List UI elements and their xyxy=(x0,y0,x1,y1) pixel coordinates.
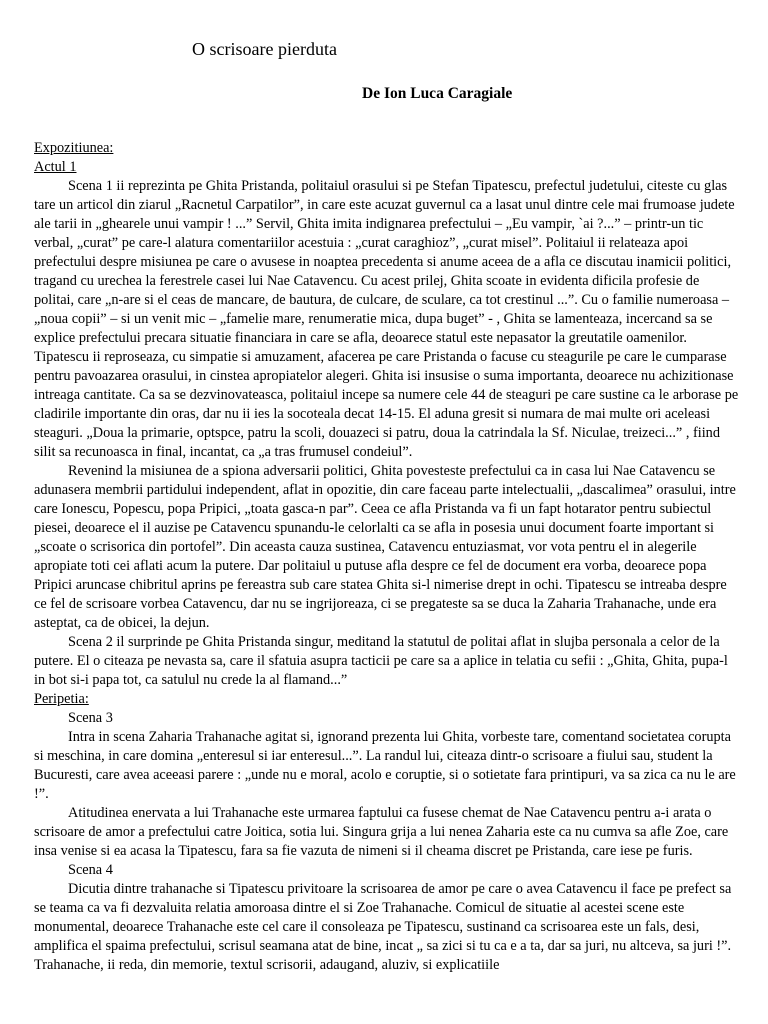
scene-label: Scena 4 xyxy=(68,862,113,878)
document-title: O scrisoare pierduta xyxy=(192,39,337,59)
document-author: De Ion Luca Caragiale xyxy=(362,85,513,102)
paragraph: Revenind la misiunea de a spiona adversarii politici, Ghita povesteste prefectului ca in casa lui Nae Catavencu se adunasera membrii partidului independent, aflat in opozitie, din care faceau parte intelectualii, „dascalimea” orasului, intre care Ionescu, Popescu, popa Pripici, „toata gasca-n par”. Ceea ce afla Pristanda va fi un fapt hotarator pentru subiectul piesei, deoarece el il auzise pe Catavencu spunandu-le celorlalti ca se afla in posesia unui document foarte important si „scoate o scrisorica din portofel”. Din aceasta cauza sustinea, Catavencu entuziasmat, vor vota pentru el in alegerile apropiate toti cei aflati acum la putere. Dar politaiul u putuse afla despre ce fel de document era vorba, deoarece popa Pripici aruncase chibritul aprins pe fereastra sub care statea Ghita si-l nimerise drept in ochi. Tipatescu se intreaba despre ce fel de scrisoare vorbea Catavencu, dar nu se ingrijoreaza, ci se pregateste sa se duca la Zaharia Trahanache, unde era asteptat, ca de obicei, la dejun. xyxy=(34,463,736,631)
paragraph: Scena 1 ii reprezinta pe Ghita Pristanda, politaiul orasului si pe Stefan Tipatescu, prefectul judetului, citeste cu glas tare un articol din ziarul „Racnetul Carpatilor”, in care este acuzat guvernul ca a lasat unul dintre cele mai frumoase judete ale tarii in „ghearele unui vampir ! ...” Servil, Ghita imita indignarea prefectului – „Eu vampir, `ai ?...” – printr-un tic verbal, „curat” pe care-l alatura comentariilor acestuia : „curat caraghioz”, „curat misel”. Politaiul ii relateaza apoi prefectului despre misiunea pe care o avusese in noaptea precedenta si anume aceea de a afla ce discutau inamicii politici, tragand cu urechea la ferestrele casei lui Nae Catavencu. Cu acest prilej, Ghita scoate in evidenta dificila profesie de politai, care „n-are si el ceas de mancare, de bautura, de culcare, de sculare, ca tot crestinul ...”. Cu o familie numeroasa – „noua copii” – si un venit mic – „famelie mare, renumeratie mica, dupa buget” - , Ghita se lamenteaza, incercand sa se explice prefectului precara situatie financiara in care se afla, deoarece statul este nepasator la greutatile oamenilor. Tipatescu ii reproseaza, cu simpatie si amuzament, afacerea pe care Pristanda o facuse cu steagurile pe care le cumparase pentru pavoazarea orasului, in cinstea apropiatelor alegeri. Ghita isi insusise o suma importanta, deoarece nu achizitionase intreaga cantitate. Ca sa se dezvinovateasca, politaiul incepe sa numere cele 44 de steaguri pe care sustine ca le arborase pe cladirile importante din oras, dar nu ii ies la socoteala decat 14-15. El aduna gresit si numara de mai multe ori aceleasi steaguri. „Doua la primarie, optspce, patru la scoli, douazeci si patru, doua la catrindala la Sf. Niculae, treizeci...” , fiind silit sa recunoasca in final, incantat, ca „a tras frumusel condeiul”. xyxy=(34,178,739,460)
paragraph: Dicutia dintre trahanache si Tipatescu privitoare la scrisoarea de amor pe care o avea Catavencu il face pe prefect sa se teama ca va fi dezvaluita relatia amoroasa dintre el si Zoe Trahanache. Comicul de situatie al acestei scene este monumental, deoarece Trahanache este cel care il consoleaza pe Tipatescu, sustinand ca scrisoarea este un fals, desi, amplifica el spaima prefectului, scrisul seamana atat de bine, incat „ sa zici si tu ca e a ta, dar sa juri, nu altceva, sa juri !”. Trahanache, ii reda, din memorie, textul scrisorii, adaugand, aluziv, si explicatiile xyxy=(34,881,732,973)
paragraph: Atitudinea enervata a lui Trahanache este urmarea faptului ca fusese chemat de Nae Catavencu pentru a-i arata o scrisoare de amor a prefectului catre Joitica, sotia lui. Singura grija a lui nenea Zaharia este ca nu cumva sa afle Zoe, care insa venise si ea acasa la Tipatescu, fara sa fie vazuta de nimeni si il cheama discret pe Pristanda, care iese pe furis. xyxy=(34,805,729,859)
paragraph: Intra in scena Zaharia Trahanache agitat si, ignorand prezenta lui Ghita, vorbeste tare, comentand societatea corupta si meschina, in care domina „enteresul si iar enteresul...”. La randul lui, citeaza dintr-o scrisoare a fiului sau, student la Bucuresti, care avea aceeasi parere : „unde nu e moral, acolo e coruptie, si o sotietate fara printipuri, va sa zica ca nu le are !”. xyxy=(34,729,736,802)
section-heading-act1: Actul 1 xyxy=(34,159,77,175)
section-heading-peripetia: Peripetia: xyxy=(34,691,89,707)
paragraph: Scena 2 il surprinde pe Ghita Pristanda singur, meditand la statutul de politai aflat in slujba personala a celor de la putere. El o citeaza pe nevasta sa, care il sfatuia asupra tacticii pe care sa a aplice in telatia cu sefii : „Ghita, Ghita, pupa-l in bot si-i papa tot, ca satulul nu crede la al flamand...” xyxy=(34,634,728,688)
section-heading-exposition: Expozitiunea: xyxy=(34,140,114,156)
document-body xyxy=(34,139,742,975)
scene-label: Scena 3 xyxy=(68,710,113,726)
